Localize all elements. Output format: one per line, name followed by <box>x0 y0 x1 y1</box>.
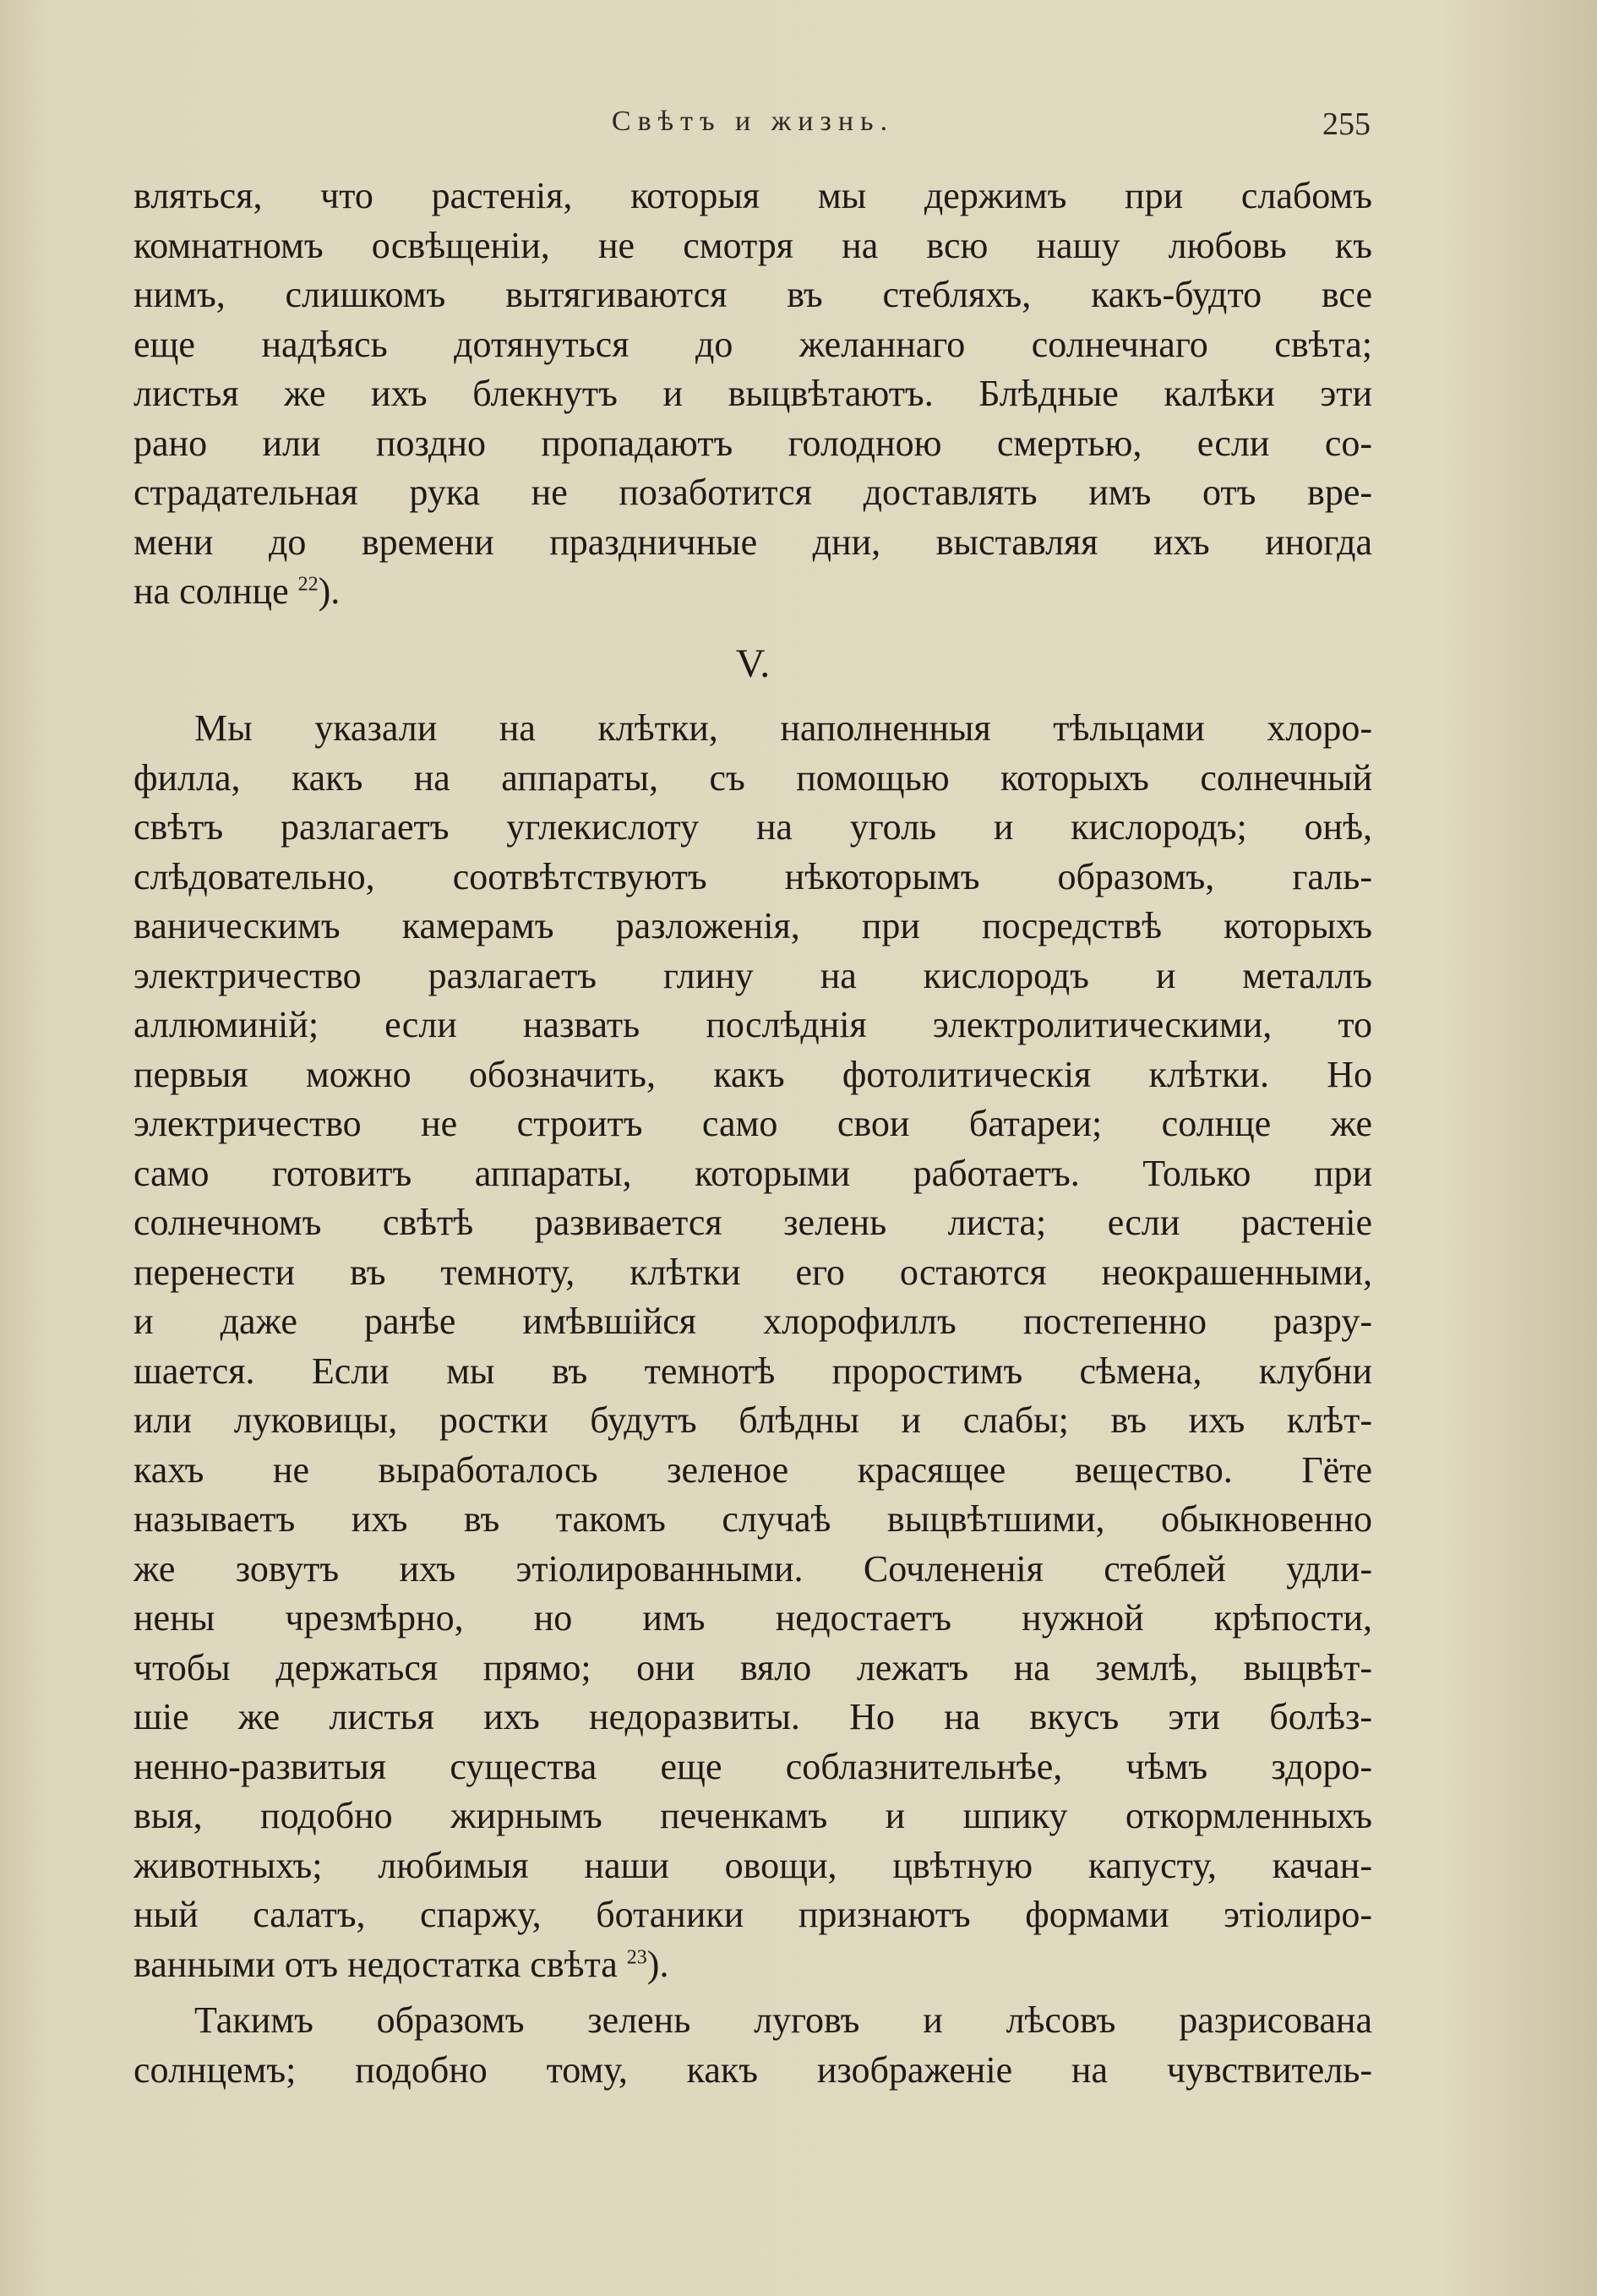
text-line: ный салатъ, спаржу, ботаники признаютъ формами этіолиро- <box>134 1894 1372 1935</box>
text-line: аллюминій; если назвать послѣднія электролитическими, то <box>134 1004 1372 1045</box>
text-line: нимъ, слишкомъ вытягиваются въ стебляхъ, какъ-будто все <box>134 274 1372 315</box>
page-header <box>135 106 1371 156</box>
text-line: страдательная рука не позаботится доставлять имъ отъ вре- <box>134 472 1372 513</box>
text-line: мени до времени праздничные дни, выставляя ихъ иногда <box>134 521 1372 563</box>
text-line: солнечномъ свѣтѣ развивается зелень листа; если растеніе <box>134 1202 1372 1243</box>
text-line: электричество разлагаетъ глину на кислородъ и металлъ <box>134 954 1372 996</box>
text-line: шіе же листья ихъ недоразвиты. Но на вкусъ эти болѣз- <box>134 1696 1372 1737</box>
text-line: перенести въ темноту, клѣтки его остаются неокрашенными, <box>134 1251 1372 1293</box>
section-heading: V. <box>735 641 771 686</box>
closing-punctuation: ). <box>318 570 341 612</box>
text-line: филла, какъ на аппараты, съ помощью которыхъ солнечный <box>134 756 1372 799</box>
text-line: ненно-развитыя существа еще соблазнительнѣе, чѣмъ здоро- <box>134 1745 1372 1787</box>
footnote-marker: 23 <box>626 1945 647 1968</box>
text-line: на солнце <box>134 570 289 612</box>
text-line: животныхъ; любимыя наши овощи, цвѣтную капусту, качан- <box>134 1844 1372 1886</box>
text-line: само готовитъ аппараты, которыми работаетъ. Только при <box>134 1152 1372 1194</box>
text-line: и даже ранѣе имѣвшійся хлорофиллъ постепенно разру- <box>134 1301 1372 1342</box>
text-line: выя, подобно жирнымъ печенкамъ и шпику откормленныхъ <box>134 1795 1372 1836</box>
text-line: электричество не строитъ само свои батареи; солнце же <box>134 1103 1372 1144</box>
text-line: ваническимъ камерамъ разложенія, при посредствѣ которыхъ <box>134 905 1372 946</box>
text-line: слѣдовательно, соотвѣтствуютъ нѣкоторымъ образомъ, галь- <box>134 855 1372 897</box>
text-line: первыя можно обозначить, какъ фотолитическія клѣтки. Но <box>134 1053 1372 1095</box>
text-line: солнцемъ; подобно тому, какъ изображеніе на чувствитель- <box>134 2048 1372 2091</box>
text-line: Такимъ образомъ зелень луговъ и лѣсовъ разрисована <box>194 1999 1372 2041</box>
text-line: нены чрезмѣрно, но имъ недостаетъ нужной крѣпости, <box>134 1597 1372 1639</box>
text-line: Мы указали на клѣтки, наполненныя тѣльцами хлоро- <box>194 707 1372 749</box>
text-line: свѣтъ разлагаетъ углекислоту на уголь и кислородъ; онѣ, <box>134 806 1372 848</box>
text-line: же зовутъ ихъ этіолированными. Сочлененія стеблей удли- <box>134 1547 1372 1590</box>
paragraph-1 <box>134 172 1372 617</box>
running-title: Свѣтъ и жизнь. <box>611 106 895 137</box>
text-line: называетъ ихъ въ такомъ случаѣ выцвѣтшими, обыкновенно <box>134 1498 1372 1540</box>
paragraph-2 <box>134 704 1372 2095</box>
closing-punctuation: ). <box>646 1943 669 1985</box>
text-line-with-footnote <box>134 1940 1372 1990</box>
text-line: рано или поздно пропадаютъ голодною смертью, если со- <box>134 422 1372 464</box>
text-line: кахъ не выработалось зеленое красящее вещество. Гёте <box>134 1448 1372 1491</box>
text-line: комнатномъ освѣщеніи, не смотря на всю нашу любовь къ <box>134 224 1372 266</box>
text-line: ванными отъ недостатка свѣта <box>134 1943 618 1985</box>
page-number: 255 <box>1322 106 1371 142</box>
text-line: вляться, что растенія, которыя мы держимъ при слабомъ <box>134 175 1372 216</box>
text-line: еще надѣясь дотянуться до желаннаго солнечнаго свѣта; <box>134 323 1372 365</box>
text-line: или луковицы, ростки будутъ блѣдны и слабы; въ ихъ клѣт- <box>134 1399 1372 1441</box>
text-line-with-footnote <box>134 567 1372 617</box>
text-line: шается. Если мы въ темнотѣ проростимъ сѣмена, клубни <box>134 1350 1372 1392</box>
footnote-marker: 22 <box>297 573 319 596</box>
text-line: чтобы держаться прямо; они вяло лежатъ на землѣ, выцвѣт- <box>134 1646 1372 1688</box>
text-line: листья же ихъ блекнутъ и выцвѣтаютъ. Блѣдные калѣки эти <box>134 373 1372 414</box>
